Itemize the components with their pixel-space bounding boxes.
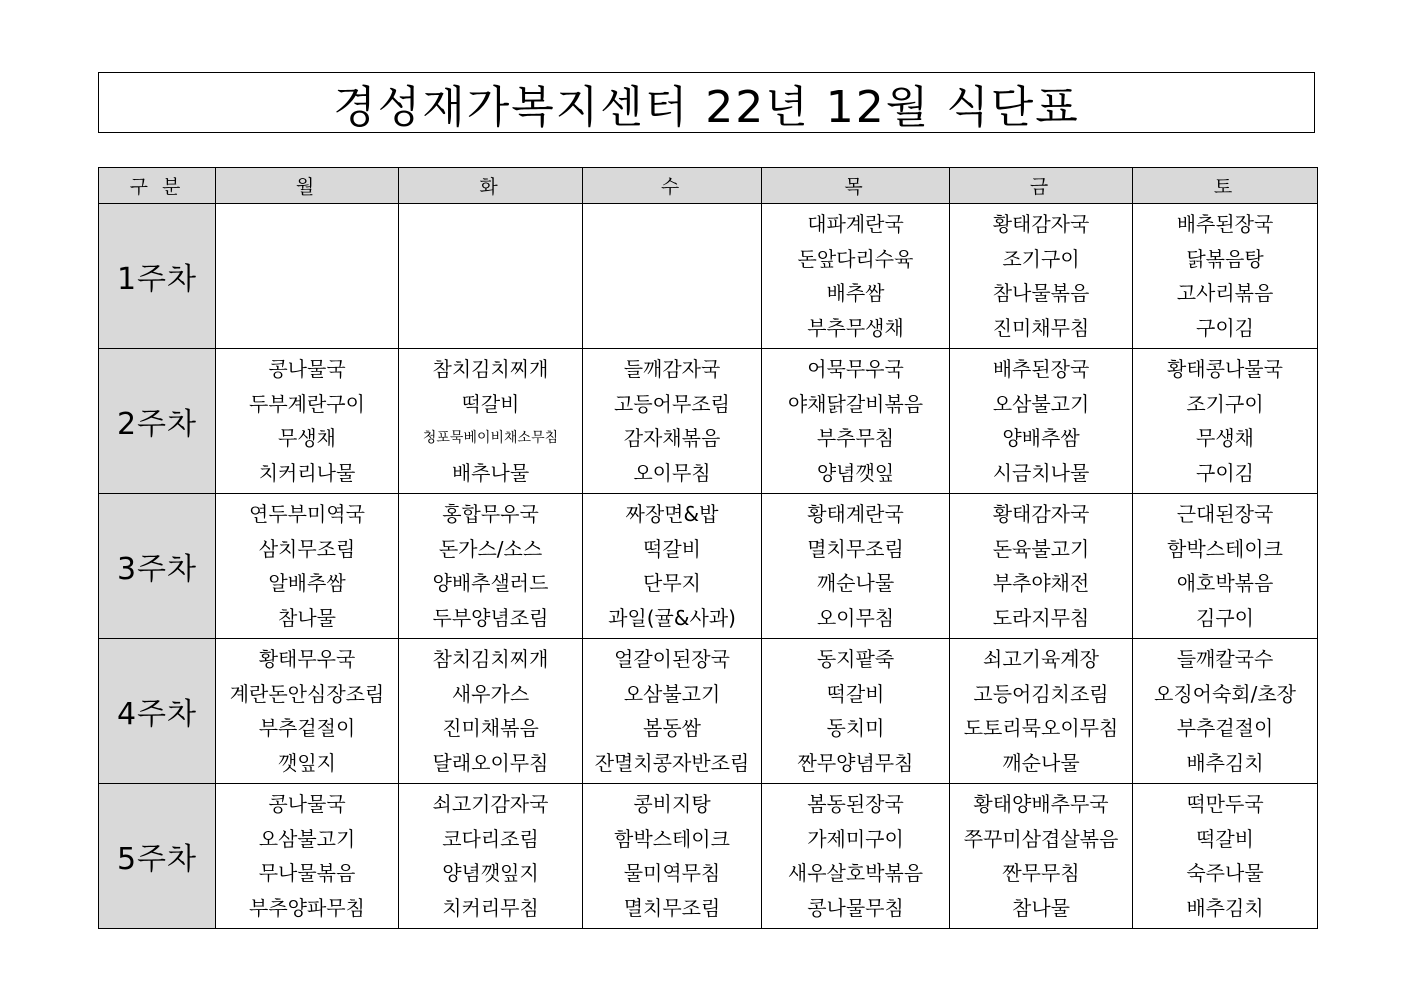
dish-list	[583, 784, 761, 928]
dish-item: 새우살호박볶음	[787, 861, 924, 885]
week-label: 2주차	[99, 349, 216, 494]
dish-item: 가제미구이	[807, 826, 904, 851]
dish-item: 참나물볶음	[992, 281, 1090, 305]
dish-item: 고사리볶음	[1176, 281, 1274, 305]
meal-cell-thursday	[762, 494, 950, 639]
dish-item: 떡갈비	[1196, 826, 1254, 851]
week-row	[99, 204, 1318, 349]
dish-item: 치커리무침	[442, 895, 539, 920]
dish-item: 근대된장국	[1176, 502, 1274, 526]
dish-list	[950, 349, 1132, 493]
dish-list	[950, 494, 1132, 638]
week-label: 3주차	[99, 494, 216, 639]
meal-cell-tuesday	[399, 494, 583, 639]
dish-item: 양배추쌈	[1002, 426, 1080, 450]
dish-item: 오삼불고기	[258, 826, 356, 851]
dish-item: 부추무침	[816, 426, 895, 450]
dish-item: 고등어무조림	[614, 391, 730, 416]
dish-item: 양배추샐러드	[432, 571, 549, 595]
dish-item: 치커리나물	[258, 460, 356, 485]
dish-item: 떡만두국	[1186, 792, 1264, 816]
dish-list	[950, 784, 1132, 928]
dish-item: 두부양념조림	[432, 605, 549, 630]
dish-item: 진미채무침	[992, 315, 1090, 340]
dish-item: 동지팥죽	[816, 647, 895, 671]
dish-item: 과일(귤&사과)	[608, 605, 736, 630]
meal-cell-wednesday	[583, 204, 762, 349]
dish-item: 돈가스/소스	[438, 536, 543, 561]
dish-item: 황태콩나물국	[1167, 357, 1283, 381]
dish-item: 구이김	[1196, 315, 1254, 340]
dish-item: 참치김치찌개	[432, 357, 549, 381]
dish-list	[583, 349, 761, 493]
dish-item: 오징어숙회/초장	[1154, 681, 1296, 706]
dish-item: 부추겉절이	[1176, 716, 1274, 740]
dish-item: 짠무무침	[1002, 861, 1080, 885]
dish-item: 봄동쌈	[643, 716, 701, 740]
dish-item: 무생채	[278, 426, 336, 450]
dish-item: 참치김치찌개	[432, 647, 549, 671]
meal-cell-friday	[950, 494, 1133, 639]
dish-item: 참나물	[1012, 895, 1070, 920]
dish-item: 깨순나물	[1002, 750, 1080, 775]
dish-item: 물미역무침	[623, 861, 721, 885]
dish-list	[216, 784, 398, 928]
dish-item: 배추된장국	[992, 357, 1090, 381]
meal-cell-friday	[950, 204, 1133, 349]
meal-cell-monday	[216, 204, 399, 349]
dish-item: 대파계란국	[807, 212, 904, 236]
page-title: 경성재가복지센터 22년 12월 식단표	[98, 72, 1315, 133]
dish-list	[1133, 784, 1317, 928]
dish-item: 쇠고기육계장	[983, 647, 1099, 671]
dish-list	[762, 494, 949, 638]
week-label: 1주차	[99, 204, 216, 349]
dish-item: 오이무침	[816, 605, 895, 630]
dish-item: 짠무양념무침	[797, 750, 914, 775]
header-saturday: 토	[1133, 168, 1318, 204]
header-category: 구 분	[99, 168, 216, 204]
dish-item: 닭볶음탕	[1186, 246, 1264, 271]
dish-item: 황태무우국	[258, 647, 356, 671]
dish-item: 두부계란구이	[249, 391, 365, 416]
dish-item: 애호박볶음	[1176, 571, 1274, 595]
dish-list	[216, 494, 398, 638]
dish-item: 배추김치	[1186, 895, 1264, 920]
dish-item: 무나물볶음	[258, 861, 356, 885]
dish-item: 도토리묵오이무침	[963, 716, 1119, 740]
dish-item: 황태감자국	[992, 212, 1090, 236]
meal-cell-wednesday	[583, 784, 762, 929]
dish-item: 부추겉절이	[258, 716, 356, 740]
dish-item: 얼갈이된장국	[614, 647, 730, 671]
dish-item: 들깨감자국	[623, 357, 721, 381]
dish-list	[1133, 349, 1317, 493]
dish-list	[583, 204, 761, 348]
header-tuesday: 화	[399, 168, 583, 204]
meal-cell-wednesday	[583, 494, 762, 639]
dish-item: 배추된장국	[1176, 212, 1274, 236]
meal-cell-thursday	[762, 784, 950, 929]
dish-list	[399, 639, 582, 783]
dish-item: 돈앞다리수육	[797, 246, 914, 271]
dish-item: 짜장면&밥	[625, 502, 719, 526]
dish-item: 단무지	[643, 571, 701, 595]
meal-cell-monday	[216, 639, 399, 784]
meal-cell-saturday	[1133, 494, 1318, 639]
dish-item: 멸치무조림	[807, 536, 904, 561]
dish-item: 오삼불고기	[623, 681, 721, 706]
dish-list	[762, 349, 949, 493]
week-row	[99, 494, 1318, 639]
dish-item: 양념깻잎지	[442, 861, 539, 885]
table-body	[99, 204, 1318, 929]
dish-item: 코다리조림	[442, 826, 539, 851]
dish-item: 연두부미역국	[249, 502, 365, 526]
meal-cell-tuesday	[399, 204, 583, 349]
meal-cell-tuesday	[399, 639, 583, 784]
dish-item: 배추김치	[1186, 750, 1264, 775]
dish-item: 감자채볶음	[623, 426, 721, 450]
dish-list	[1133, 204, 1317, 348]
header-row	[99, 168, 1318, 204]
dish-item: 시금치나물	[992, 460, 1090, 485]
dish-list	[399, 349, 582, 493]
meal-cell-friday	[950, 639, 1133, 784]
dish-item: 멸치무조림	[623, 895, 721, 920]
dish-item: 돈육불고기	[992, 536, 1090, 561]
dish-item: 부추야채전	[992, 571, 1090, 595]
meal-cell-thursday	[762, 639, 950, 784]
dish-item: 조기구이	[1186, 391, 1264, 416]
dish-list	[399, 204, 582, 348]
dish-list	[762, 204, 949, 348]
header-friday: 금	[950, 168, 1133, 204]
header-monday: 월	[216, 168, 399, 204]
dish-item: 황태감자국	[992, 502, 1090, 526]
dish-list	[950, 639, 1132, 783]
meal-cell-thursday	[762, 349, 950, 494]
meal-cell-friday	[950, 784, 1133, 929]
dish-list	[216, 639, 398, 783]
dish-item: 알배추쌈	[268, 571, 346, 595]
week-label: 5주차	[99, 784, 216, 929]
dish-item: 참나물	[278, 605, 336, 630]
dish-item: 양념깻잎	[816, 460, 895, 485]
dish-item: 야채닭갈비볶음	[787, 391, 924, 416]
dish-item: 콩비지탕	[633, 792, 711, 816]
dish-item: 김구이	[1196, 605, 1254, 630]
dish-item: 부추무생채	[807, 315, 904, 340]
meal-cell-wednesday	[583, 639, 762, 784]
meal-cell-tuesday	[399, 784, 583, 929]
meal-cell-saturday	[1133, 204, 1318, 349]
meal-cell-thursday	[762, 204, 950, 349]
dish-list	[762, 784, 949, 928]
dish-item: 봄동된장국	[807, 792, 904, 816]
dish-item: 오삼불고기	[992, 391, 1090, 416]
dish-item: 떡갈비	[826, 681, 885, 706]
week-row	[99, 784, 1318, 929]
meal-cell-monday	[216, 784, 399, 929]
dish-item: 새우가스	[451, 681, 530, 706]
dish-item: 오이무침	[633, 460, 711, 485]
dish-list	[583, 639, 761, 783]
dish-item: 무생채	[1196, 426, 1254, 450]
dish-list	[1133, 494, 1317, 638]
dish-item: 도라지무침	[992, 605, 1090, 630]
dish-item: 황태계란국	[807, 502, 904, 526]
dish-item: 깻잎지	[278, 750, 336, 775]
dish-item: 계란돈안심장조림	[229, 681, 385, 706]
dish-item: 황태양배추무국	[973, 792, 1109, 816]
dish-item: 콩나물국	[268, 792, 346, 816]
dish-list	[1133, 639, 1317, 783]
header-wednesday: 수	[583, 168, 762, 204]
dish-item: 숙주나물	[1186, 861, 1264, 885]
dish-item: 떡갈비	[643, 536, 701, 561]
meal-cell-tuesday	[399, 349, 583, 494]
meal-cell-monday	[216, 494, 399, 639]
meal-cell-wednesday	[583, 349, 762, 494]
dish-item: 콩나물무침	[807, 895, 904, 920]
meal-cell-saturday	[1133, 784, 1318, 929]
dish-list	[216, 204, 398, 348]
dish-list	[950, 204, 1132, 348]
dish-item: 달래오이무침	[432, 750, 549, 775]
meal-cell-saturday	[1133, 349, 1318, 494]
meal-table	[98, 167, 1318, 929]
dish-item: 배추나물	[451, 460, 530, 485]
dish-item: 떡갈비	[461, 391, 520, 416]
dish-list	[583, 494, 761, 638]
dish-list	[216, 349, 398, 493]
dish-item: 부추양파무침	[249, 895, 365, 920]
meal-cell-monday	[216, 349, 399, 494]
dish-item: 진미채볶음	[442, 716, 539, 740]
dish-item: 어묵무우국	[807, 357, 904, 381]
meal-cell-saturday	[1133, 639, 1318, 784]
dish-item: 청포묵베이비채소무침	[422, 430, 559, 446]
dish-item: 조기구이	[1002, 246, 1080, 271]
dish-item: 구이김	[1196, 460, 1254, 485]
week-row	[99, 349, 1318, 494]
meal-cell-friday	[950, 349, 1133, 494]
dish-list	[762, 639, 949, 783]
dish-item: 고등어김치조림	[973, 681, 1109, 706]
dish-item: 깨순나물	[816, 571, 895, 595]
dish-item: 함박스테이크	[1167, 536, 1283, 561]
dish-item: 홍합무우국	[442, 502, 539, 526]
dish-item: 배추쌈	[826, 281, 885, 305]
dish-list	[399, 494, 582, 638]
week-row	[99, 639, 1318, 784]
dish-item: 동치미	[826, 716, 885, 740]
dish-item: 콩나물국	[268, 357, 346, 381]
header-thursday: 목	[762, 168, 950, 204]
dish-item: 삼치무조림	[258, 536, 356, 561]
dish-item: 쭈꾸미삼겹살볶음	[963, 826, 1119, 851]
dish-item: 잔멸치콩자반조림	[594, 750, 750, 775]
dish-item: 들깨칼국수	[1176, 647, 1274, 671]
dish-item: 함박스테이크	[614, 826, 730, 851]
dish-list	[399, 784, 582, 928]
week-label: 4주차	[99, 639, 216, 784]
dish-item: 쇠고기감자국	[432, 792, 549, 816]
